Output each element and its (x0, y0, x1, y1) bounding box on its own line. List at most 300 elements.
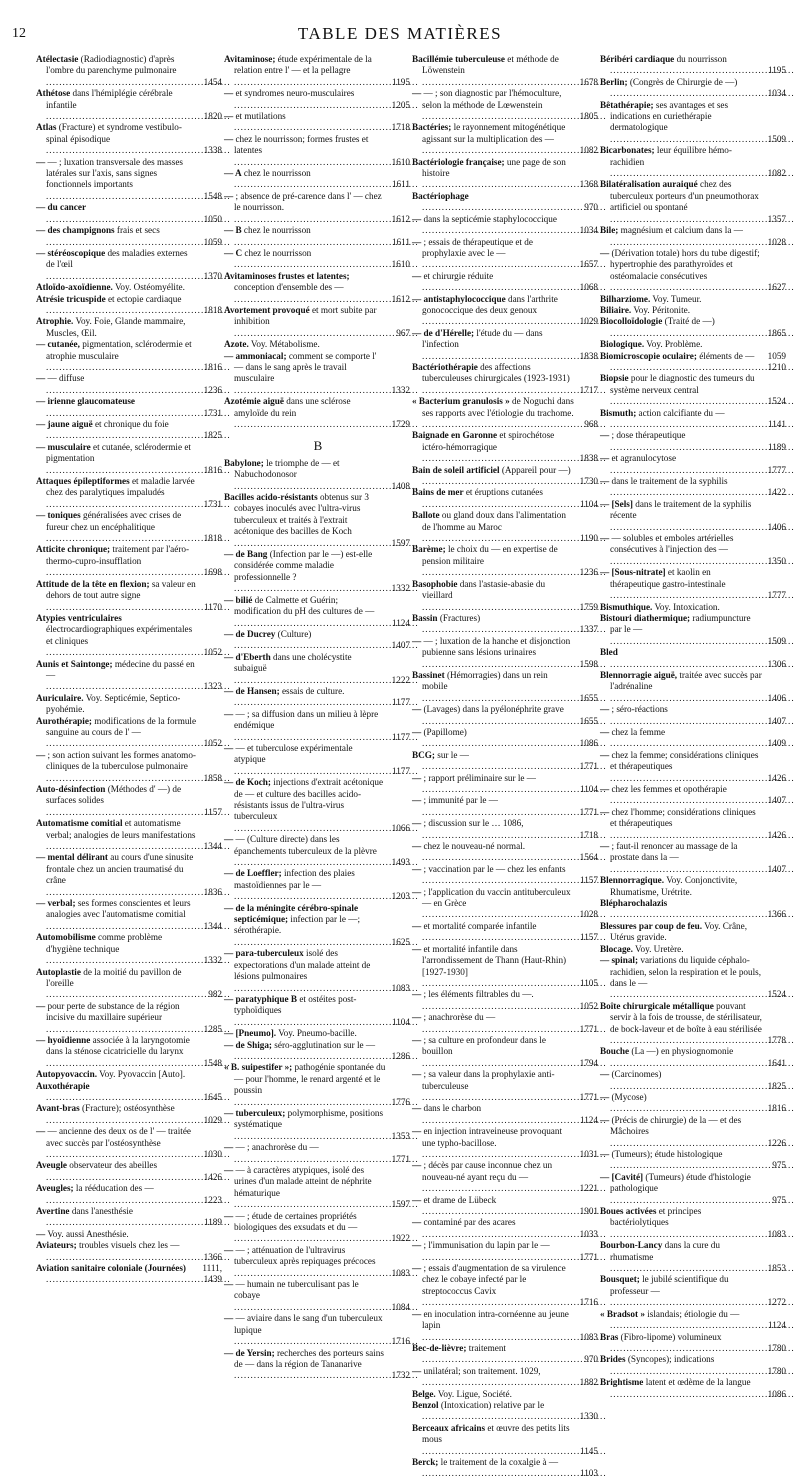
entry-heading: Aunis et Saintonge; (36, 658, 113, 669)
index-entry (412, 613, 600, 636)
entry-page-number: 1771 (579, 761, 598, 772)
entry-page-number: 1718 (391, 122, 410, 133)
index-entry (36, 510, 224, 544)
entry-text (224, 1313, 386, 1347)
entry-text (224, 1165, 386, 1211)
entry-heading: Bactériophage (412, 190, 469, 201)
entry-description: l'étude du — dans l'infection (422, 327, 543, 350)
index-entry (36, 1263, 224, 1286)
index-entry (36, 248, 224, 282)
entry-description: et mortalité comparée infantile (421, 920, 537, 931)
entry-page-number: 1818 (203, 533, 222, 544)
entry-page-number: 1177 (391, 697, 410, 708)
entry-page-number: 1611 (391, 179, 410, 190)
entry-heading: « B. suipestifer »; (224, 1062, 293, 1073)
entry-text (224, 54, 386, 88)
entry-page-number: 1729 (391, 419, 410, 429)
entry-text (600, 100, 762, 146)
index-column (224, 54, 412, 1381)
entry-description: comme problème d'hygiène technique (46, 932, 163, 954)
entry-page-number: 1286 (391, 1050, 410, 1061)
entry-page-number: 1029 (579, 316, 598, 327)
index-entry (36, 339, 224, 373)
entry-page-number: 1698 (203, 567, 222, 578)
entry-heading: Boîte chirurgicale métallique (600, 1000, 714, 1011)
entry-description: chez l'homme; considérations cliniques et thérapeutiques (609, 806, 756, 829)
index-entry (36, 579, 224, 613)
entry-text (36, 716, 198, 750)
entry-page-number: 1029 (203, 1114, 222, 1125)
entry-heading: — [Cavité] (600, 1171, 644, 1182)
entry-description: contaminé par des acares (421, 1217, 516, 1228)
entry-description: la rééducation des — (73, 1183, 154, 1194)
index-entry (36, 784, 224, 818)
entry-heading: — antistaphylococcique (412, 293, 506, 304)
entry-page-number: 1177 (391, 731, 410, 742)
entry-page-number: 1716 (579, 1297, 598, 1308)
entry-text (412, 362, 574, 396)
index-column (412, 54, 600, 1479)
entry-page-number: 1083 (391, 982, 410, 993)
entry-page-number: 1493 (391, 857, 410, 868)
entry-description: et agranulocytose (609, 453, 677, 464)
entry-page-number: 1028 (579, 909, 598, 920)
entry-heading: Biopsie (600, 373, 629, 384)
index-entry (36, 967, 224, 1001)
entry-page-number: 1323 (203, 681, 222, 692)
entry-page-number: 1627 (767, 282, 786, 293)
entry-page-number: 1105 (579, 977, 598, 988)
entry-heading: Atypies ventriculaires (36, 612, 122, 623)
index-entry (600, 1354, 788, 1377)
index-entry (412, 1240, 600, 1263)
index-entry (224, 777, 412, 834)
entry-heading: Avitaminoses frustes et latentes; (224, 270, 350, 281)
entry-heading: Autoplastie (36, 966, 81, 977)
entry-description: et mort subite par inhibition (234, 304, 377, 327)
index-entry (600, 750, 788, 784)
entry-text (600, 807, 762, 841)
entry-page-number: 1082 (579, 145, 598, 156)
entry-description: ; dose thérapeutique (609, 430, 686, 441)
entry-heading: — (600, 704, 610, 715)
entry-description: ses avantages et ses indications en curiethérapie dermatologique (610, 99, 729, 133)
entry-description: Voy. Problème. (644, 339, 703, 350)
index-entry (412, 487, 600, 510)
entry-heading: BCG; (412, 749, 435, 760)
entry-text (36, 1035, 198, 1069)
entry-heading: Attitude de la tête en flexion; (36, 578, 150, 589)
index-entry (412, 362, 600, 396)
entry-page-number: 1805 (579, 111, 598, 122)
entry-description: — aviaire dans le sang d'un tuberculeux lupique (233, 1313, 383, 1335)
entry-description: pathogénie spontanée du — pour l'homme, le renard argenté et le poussin (234, 1062, 386, 1096)
entry-description: séro-agglutination sur le — (272, 1039, 376, 1050)
entry-page-number: 1509 (767, 635, 786, 646)
entry-description: et maladie larvée chez des paralytiques impaludés (46, 476, 195, 498)
entry-page-number: 1124 (767, 1320, 786, 1331)
index-entry (412, 1400, 600, 1423)
entry-heading: — de Yersin; (224, 1347, 275, 1358)
entry-page-number: 1033 (579, 1228, 598, 1239)
entry-description: ; immunité par le — (421, 795, 498, 806)
entry-heading: — musculaire (36, 441, 91, 452)
entry-heading: — (600, 1069, 610, 1080)
entry-text (36, 1263, 198, 1286)
entry-description: et ectopie cardiaque (105, 293, 182, 304)
index-entry (224, 248, 412, 271)
entry-text (600, 841, 762, 875)
entry-description: — et tuberculose expérimentale atypique (233, 742, 353, 765)
index-column (36, 54, 224, 1285)
entry-description: (Radiodiagnostic) d'après l'ombre du parenchyme pulmonaire (46, 54, 177, 76)
entry-heading: — de Bang (224, 549, 268, 560)
entry-text (36, 1240, 198, 1263)
index-entry (600, 898, 788, 921)
entry-text (600, 898, 762, 921)
entry-description: et chronique du foie (92, 419, 169, 429)
entry-heading: Bourbon-Lancy (600, 1240, 663, 1251)
entry-text (600, 613, 762, 647)
entry-text (600, 727, 762, 750)
entry-heading: — (600, 476, 610, 487)
index-entry (36, 544, 224, 578)
entry-text (224, 1028, 386, 1039)
entry-heading: — (412, 772, 422, 783)
entry-heading: Belge. (412, 1388, 436, 1399)
entry-heading: Bassin (412, 612, 438, 623)
entry-description: — à caractères atypiques, isolé des urines d'un malade atteint de néphrite hématurique (233, 1165, 372, 1198)
index-entry (412, 122, 600, 156)
entry-heading: Bicarbonates; (600, 145, 655, 156)
entry-page-number: 1771 (579, 1251, 598, 1262)
entry-heading: Atrophie. (36, 316, 74, 327)
index-entry (412, 704, 600, 727)
entry-heading: — (224, 708, 234, 719)
entry-text (412, 750, 574, 773)
index-columns (36, 54, 788, 1479)
entry-page-number: 1226 (767, 1137, 786, 1148)
entry-description: pigmentation, sclérodermie et atrophie musculaire (46, 339, 192, 361)
entry-page-number: 1780 (767, 1342, 786, 1353)
entry-description: Voy. Ostéomyélite. (112, 282, 185, 293)
entry-page-number: 1141 (767, 419, 786, 429)
entry-heading: — spinal; (600, 955, 639, 966)
index-entry (224, 168, 412, 191)
entry-heading: Bile; (600, 225, 619, 236)
entry-text (412, 1103, 574, 1126)
entry-heading: Blessures par coup de feu. (600, 920, 703, 931)
entry-text (412, 841, 574, 864)
entry-heading: — stéréoscopique (36, 247, 106, 258)
entry-heading: Ballote (412, 510, 440, 521)
entry-text (36, 1206, 198, 1229)
entry-text (36, 1126, 198, 1160)
entry-text (224, 191, 386, 225)
entry-heading: — (224, 111, 234, 122)
entry-page-number: 1124 (391, 617, 410, 628)
entry-heading: — [Pneumo]. (224, 1028, 277, 1039)
entry-text (36, 282, 198, 293)
entry-text (600, 294, 762, 305)
entry-text (36, 1183, 198, 1206)
entry-text (600, 647, 762, 670)
entry-description: — ; étude de certaines propriétés biologiques des exsudats et du — (233, 1210, 358, 1233)
entry-text (412, 1240, 574, 1263)
entry-text (36, 784, 198, 818)
entry-description: le jubilé scientifique du professeur — (610, 1274, 729, 1296)
entry-page-number: 1882 (579, 1377, 598, 1388)
entry-text (412, 544, 574, 578)
entry-description: observateur des abeilles (66, 1160, 158, 1171)
entry-page-number: 1730 (579, 476, 598, 487)
entry-heading: — A (224, 168, 242, 179)
entry-page-number: 1825 (767, 1080, 786, 1091)
index-entry (600, 305, 788, 316)
entry-heading: — (600, 1114, 610, 1125)
entry-heading: « Bacterium granulosis » (412, 396, 510, 407)
index-entry (412, 887, 600, 921)
entry-text (412, 1423, 574, 1457)
section-letter: B (313, 438, 323, 454)
entry-text (600, 921, 762, 944)
entry-page-number: 1028 (767, 236, 786, 247)
entry-heading: Blennorragique. (600, 875, 665, 886)
entry-text (36, 852, 198, 898)
entry-description: Voy. Ligue, Société. (435, 1388, 512, 1399)
index-entry (224, 686, 412, 709)
entry-heading: — (36, 1126, 46, 1137)
index-entry (224, 339, 412, 350)
entry-page-number: 1678 (579, 76, 598, 87)
entry-page-number: 1407 (391, 640, 410, 651)
index-entry (412, 636, 600, 670)
index-entry (224, 1348, 412, 1382)
index-entry (412, 1126, 600, 1160)
index-entry (600, 453, 788, 476)
entry-description: Voy. Métabolisme. (248, 339, 320, 350)
entry-heading: — hyoïdienne (36, 1034, 91, 1045)
entry-text (600, 351, 762, 374)
entry-description: essais de culture. (279, 685, 345, 696)
entry-heading: — mental délirant (36, 852, 108, 863)
entry-page-number: 1771 (579, 806, 598, 817)
entry-description: chez le nourrisson (242, 247, 312, 258)
entry-page-number: 1344 (203, 841, 222, 852)
entry-heading: — (600, 533, 610, 544)
entry-description: — ; atténuation de l'ultravirus tuberculeux après repiquages précoces (233, 1244, 376, 1267)
entry-description: unilatéral; son traitement. 1029, (421, 1365, 541, 1376)
index-entry (36, 1035, 224, 1069)
entry-description: ; séro-réactions (609, 704, 668, 715)
entry-description: (Dérivation totale) hors du tube digestif; hypertrophie des parathyroïdes et ostéomalacie consécutives (609, 247, 760, 281)
entry-description: — diffuse (45, 373, 85, 384)
entry-text (224, 686, 386, 709)
index-entry (224, 1142, 412, 1165)
index-entry (224, 629, 412, 652)
entry-page-number: 1103 (579, 1468, 598, 1479)
index-entry (412, 1069, 600, 1103)
entry-page-number: 1195 (767, 65, 786, 76)
entry-heading: Auto-désinfection (36, 784, 106, 794)
entry-text (600, 1240, 762, 1274)
entry-heading: — (412, 1365, 422, 1376)
entry-text (224, 709, 386, 743)
entry-description: éléments de — (696, 350, 755, 361)
entry-text (224, 1142, 386, 1165)
entry-page-number: 1368 (579, 179, 598, 190)
entry-heading: Bled (600, 647, 618, 658)
entry-text (224, 305, 386, 339)
entry-page-number: 1350 (767, 555, 786, 566)
entry-heading: Atélectasie (36, 54, 79, 64)
index-entry (412, 1160, 600, 1194)
entry-page-number: 1818 (203, 304, 222, 315)
index-entry (36, 750, 224, 784)
entry-heading: — (412, 1069, 422, 1080)
index-entry (600, 499, 788, 533)
entry-text (412, 795, 574, 818)
entry-description: électrocardiographiques expérimentales et cliniques (46, 624, 193, 646)
entry-heading: Aviateurs; (36, 1240, 77, 1251)
entry-description: modifications de la formule sanguine au cours de l' — (46, 715, 197, 737)
entry-heading: — (600, 453, 610, 464)
entry-page-number: 1524 (767, 989, 786, 1000)
index-entry (224, 868, 412, 902)
index-entry (600, 430, 788, 453)
entry-heading: Bacilles acido-résistants (224, 492, 318, 503)
entry-text (36, 373, 198, 396)
entry-heading: Barème; (412, 544, 446, 555)
entry-page-number: 1597 (391, 537, 410, 548)
index-entry (600, 248, 788, 294)
entry-text (36, 1160, 198, 1183)
entry-description: polymorphisme, positions systématique (234, 1107, 384, 1130)
entry-text (412, 864, 574, 887)
entry-page-number: 970 (584, 202, 598, 213)
entry-heading: — (412, 989, 422, 1000)
index-entry (600, 1332, 788, 1355)
index-entry (412, 1012, 600, 1035)
entry-heading: Atrésie tricuspide (36, 293, 106, 304)
entry-description: chez le nouveau-né normal. (421, 841, 526, 852)
entry-text (224, 339, 386, 350)
entry-page-number: 1338 (203, 145, 222, 156)
entry-heading: — (224, 1165, 234, 1175)
entry-page-number: 975 (772, 1160, 786, 1171)
entry-heading: Berlin; (600, 76, 628, 87)
index-entry (600, 1206, 788, 1240)
entry-heading: — (36, 156, 46, 167)
index-entry (224, 271, 412, 305)
index-entry (224, 225, 412, 248)
entry-text (600, 670, 762, 704)
index-entry (224, 1165, 412, 1211)
entry-heading: — (224, 88, 234, 99)
entry-heading: Auriculaire. (36, 692, 84, 703)
index-entry (600, 1172, 788, 1206)
index-entry (224, 652, 412, 686)
entry-page-number: 1190 (579, 533, 598, 544)
index-entry (600, 1309, 788, 1332)
entry-description: injections d'extrait acétonique de — et culture des bacilles acido-résistants issus de l'ultra-virus tuberculeux (234, 777, 384, 822)
index-entry (224, 492, 412, 549)
entry-text (412, 191, 574, 214)
entry-page-number: 1922 (391, 1233, 410, 1244)
entry-description: et drame de Lübeck (421, 1194, 497, 1205)
entry-page-number: 1285 (203, 1023, 222, 1034)
index-entry (36, 1160, 224, 1183)
entry-description: ses formes conscientes et leurs analogies avec l'automatisme comitial (46, 898, 191, 920)
entry-heading: — (600, 806, 610, 817)
entry-description: le triomphe de — et Nabuchodonosor (234, 457, 340, 480)
entry-heading: Blocage. (600, 943, 633, 954)
entry-heading: — (224, 1142, 234, 1153)
entry-page-number: 1780 (767, 1365, 786, 1376)
entry-text (412, 54, 574, 88)
entry-page-number: 1111, 1439 (202, 1263, 222, 1285)
entry-text (36, 659, 198, 693)
entry-text (412, 579, 574, 613)
entry-heading: — toniques (36, 510, 81, 521)
entry-description: ; rapport préliminaire sur le — (421, 772, 536, 783)
entry-heading: — (412, 213, 422, 224)
entry-page-number: 1332 (391, 583, 410, 594)
entry-heading: Bismuthique. (600, 601, 653, 612)
index-entry (36, 225, 224, 248)
entry-page-number: 1407 (767, 863, 786, 874)
entry-description: variations du liquide céphalo-rachidien, selon la respiration et le pouls, dans le — (610, 955, 762, 988)
entry-heading: — [Sous-nitrate] (600, 567, 666, 578)
index-entry (412, 1195, 600, 1218)
entry-heading: Brides (600, 1354, 626, 1365)
entry-page-number: 1236 (579, 567, 598, 578)
entry-heading: — (412, 726, 422, 737)
entry-page-number: 1104 (579, 498, 598, 509)
entry-page-number: 1050 (203, 213, 222, 224)
entry-page-number: 975 (772, 1194, 786, 1205)
entry-description: (Traité de —) (662, 316, 715, 327)
entry-heading: Automatisme comitial (36, 818, 123, 829)
index-entry (36, 898, 224, 932)
entry-heading: Béribéri cardiaque (600, 54, 675, 64)
entry-description: étude expérimentale de la relation entre l' — et la pellagre (234, 54, 372, 76)
entry-description: chez des tuberculeux porteurs d'un pneumothorax artificiel ou spontané (610, 179, 759, 213)
index-entry (224, 948, 412, 994)
entry-text (224, 629, 386, 652)
entry-heading: Aveugle (36, 1160, 67, 1171)
entry-description: infection par le —; sérothérapie. (234, 914, 361, 936)
index-entry (412, 88, 600, 122)
entry-description: ; sa culture en profondeur dans le bouillon (421, 1034, 546, 1057)
entry-text (412, 818, 574, 841)
entry-page-number: 1716 (391, 1336, 410, 1347)
entry-heading: — des champignons (36, 225, 115, 236)
index-entry (224, 1245, 412, 1279)
entry-description: et mutilations (233, 111, 286, 122)
entry-heading: — (224, 1279, 234, 1290)
index-entry (600, 1092, 788, 1115)
entry-heading: — (412, 635, 422, 646)
entry-page-number: 1059 (203, 236, 222, 247)
entry-text (224, 1040, 386, 1063)
entry-description: ; absence de pré-carence dans l' — chez le nourrisson. (233, 190, 382, 213)
entry-description: dans le charbon (421, 1103, 482, 1114)
entry-description: chez le nourrisson (241, 168, 311, 179)
index-entry (36, 157, 224, 203)
index-entry (412, 841, 600, 864)
entry-text (412, 465, 574, 488)
